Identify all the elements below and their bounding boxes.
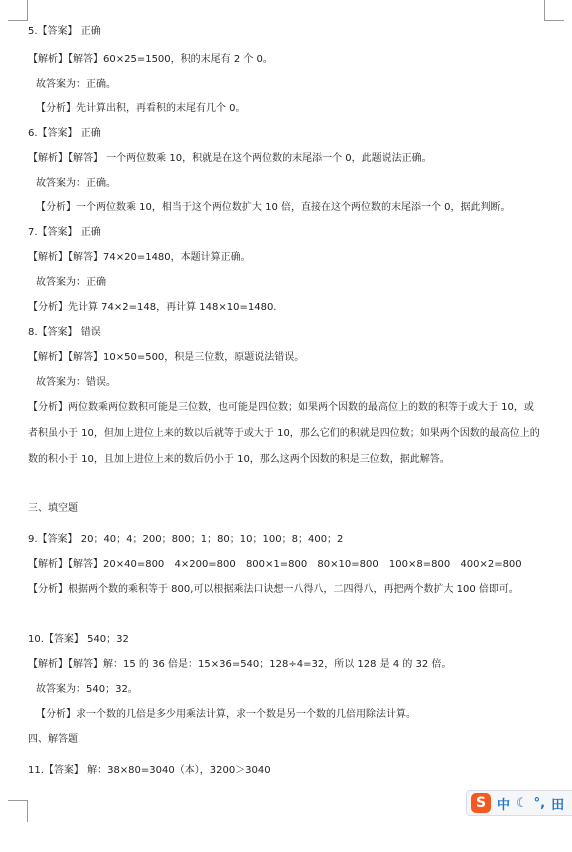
analysis-7-solution: 【解析】【解答】74×20=1480，本题计算正确。 (28, 252, 251, 263)
answer-10-line: 10.【答案】 540；32 (28, 634, 129, 645)
section-solve-heading: 四、解答题 (28, 734, 78, 745)
analysis-6-note: 【分析】一个两位数乘 10，相当于这个两位数扩大 10 倍，直接在这个两位数的末尾添一个 0，据此判断。 (36, 202, 511, 213)
answer-6-conclusion: 故答案为：正确。 (36, 178, 116, 189)
ime-toolbar[interactable] (466, 790, 572, 816)
crop-mark-bottom-left-h (8, 800, 28, 801)
section-fill-blank-heading: 三、填空题 (28, 503, 78, 514)
answer-11-line: 11.【答案】 解：38×80=3040（本），3200＞3040 (28, 765, 271, 776)
moon-icon[interactable]: ☾ (516, 795, 528, 811)
analysis-6-solution: 【解析】【解答】 一个两位数乘 10，积就是在这个两位数的末尾添一个 0，此题说法正确。 (28, 153, 432, 164)
answer-5-line: 5.【答案】 正确 (28, 26, 101, 37)
answer-8-conclusion: 故答案为：错误。 (36, 377, 116, 388)
analysis-8-solution: 【解析】【解答】10×50=500，积是三位数，原题说法错误。 (28, 352, 305, 363)
answer-7-conclusion: 故答案为：正确 (36, 277, 106, 288)
ime-punctuation-toggle[interactable]: °, (533, 795, 546, 811)
analysis-5-solution: 【解析】【解答】60×25=1500，积的末尾有 2 个 0。 (28, 54, 273, 65)
analysis-10-note: 【分析】求一个数的几倍是多少用乘法计算，求一个数是另一个数的几倍用除法计算。 (36, 709, 416, 720)
answer-6-line: 6.【答案】 正确 (28, 128, 101, 139)
crop-mark-top-left-h (8, 20, 28, 21)
answer-10-conclusion: 故答案为：540；32。 (36, 684, 138, 695)
analysis-10-solution: 【解析】【解答】解：15 的 36 倍是：15×36=540；128÷4=32，所以 128 是 4 的 32 倍。 (28, 659, 452, 670)
answer-9-line: 9.【答案】 20；40；4；200；800；1；80；10；100；8；400；2 (28, 534, 344, 545)
answer-7-line: 7.【答案】 正确 (28, 227, 101, 238)
analysis-9-solution: 【解析】【解答】20×40=800 4×200=800 800×1=800 80×10=800 100×8=800 400×2=800 (28, 559, 522, 570)
ime-extra-icon[interactable]: 田 (551, 797, 565, 813)
answer-8-line: 8.【答案】 错误 (28, 327, 101, 338)
analysis-7-note: 【分析】先计算 74×2=148，再计算 148×10=1480. (28, 302, 277, 313)
crop-mark-top-right-v (544, 0, 545, 20)
crop-mark-top-left-v (27, 0, 28, 20)
analysis-8-note: 【分析】两位数乘两位数积可能是三位数，也可能是四位数；如果两个因数的最高位上的数的积等于或大于 10，或者积虽小于 10，但加上进位上来的数以后就等于或大于 10，那么它们的积就是四位数；如果两个因数的最高位上的数的积小于 10，且加上进位上来的数后仍小于 10，那么这两个因数的积是三位数，据此解答。 (28, 402, 540, 465)
analysis-5-note: 【分析】先计算出积，再看积的末尾有几个 0。 (36, 103, 246, 114)
answer-5-conclusion: 故答案为：正确。 (36, 79, 116, 90)
sogou-logo-icon[interactable]: S (471, 793, 491, 813)
analysis-9-note: 【分析】根据两个数的乘积等于 800,可以根据乘法口诀想一八得八，二四得八，再把两个数扩大 100 倍即可。 (28, 584, 519, 595)
crop-mark-top-right-h (544, 20, 564, 21)
crop-mark-bottom-left-v (27, 800, 28, 822)
ime-language-toggle[interactable]: 中 (497, 797, 511, 813)
